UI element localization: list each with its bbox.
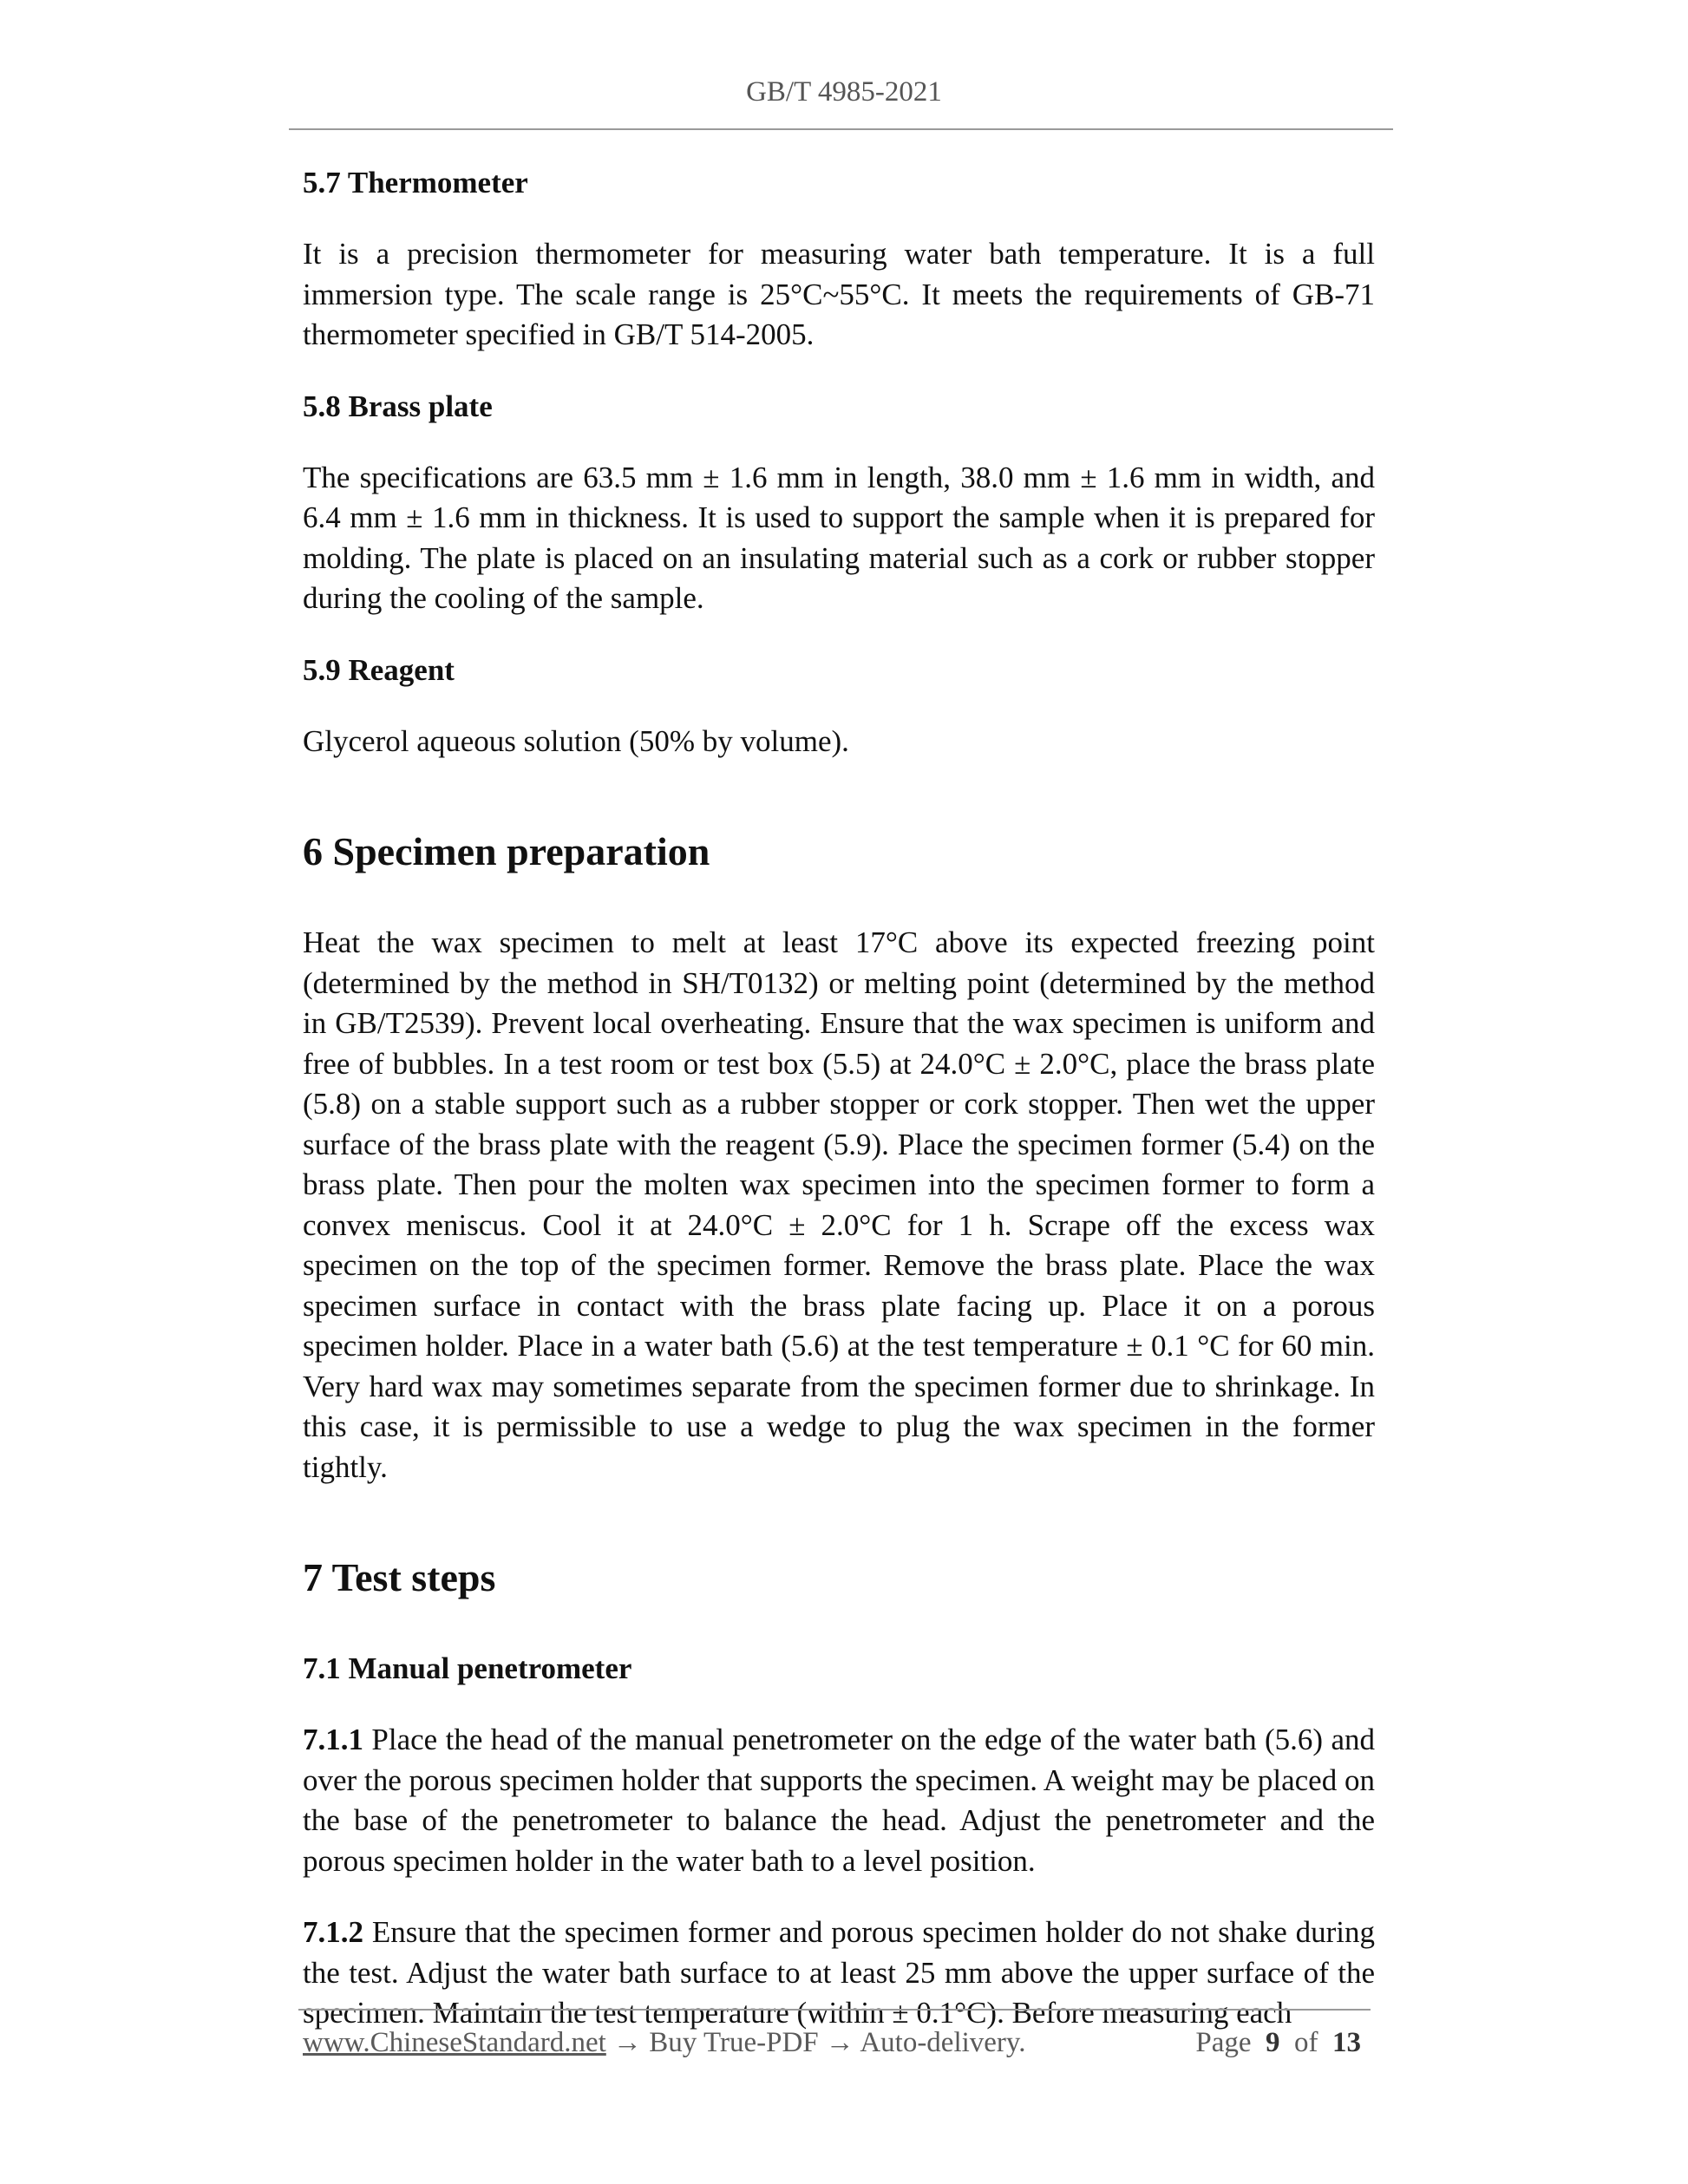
arrow-right-icon: → — [825, 2027, 854, 2058]
website-link[interactable]: www.ChineseStandard.net — [303, 2027, 606, 2058]
heading-5-9: 5.9 Reagent — [303, 652, 455, 687]
paragraph-5-9: Glycerol aqueous solution (50% by volume). — [303, 723, 849, 758]
arrow-right-icon: → — [613, 2027, 643, 2058]
clause-number-7-1-1: 7.1.1 — [303, 1723, 363, 1756]
page-of-label: of — [1294, 2027, 1318, 2058]
paragraph-7-1-1 — [303, 1720, 1375, 1881]
page-total: 13 — [1332, 2027, 1361, 2058]
heading-6: 6 Specimen preparation — [303, 829, 710, 873]
header-divider — [289, 128, 1393, 130]
heading-7: 7 Test steps — [303, 1555, 496, 1599]
buy-pdf-text: Buy True-PDF — [649, 2027, 819, 2058]
clause-text-7-1-2: Ensure that the specimen former and porous specimen holder do not shake during the test. Adjust the water bath surface to at least 25 mm above the upper surface of the specimen. Maintain the test temperature (within ± 0.1°C). Before measuring each — [303, 1915, 1375, 2030]
paragraph-5-8: The specifications are 63.5 mm ± 1.6 mm in length, 38.0 mm ± 1.6 mm in width, and 6.4 mm ± 1.6 mm in thickness. It is used to support the sample when it is prepared for molding. The plate is placed on an insulating material such as a cork or rubber stopper during the cooling of the sample. — [303, 460, 1375, 615]
page-label: Page — [1195, 2027, 1252, 2058]
heading-7-1: 7.1 Manual penetrometer — [303, 1651, 632, 1685]
paragraph-6: Heat the wax specimen to melt at least 17°C above its expected freezing point (determined by the method in SH/T0132) or melting point (determined by the method in GB/T2539). Prevent local overheating. Ensure that the wax specimen is uniform and free of bubbles. In a test room or test box (5.5) at 24.0°C ± 2.0°C, place the brass plate (5.8) on a stable support such as a rubber stopper or cork stopper. Then wet the upper surface of the brass plate with the reagent (5.9). Place the specimen former (5.4) on the brass plate. Then pour the molten wax specimen into the specimen former to form a convex meniscus. Cool it at 24.0°C ± 2.0°C for 1 h. Scrape off the excess wax specimen on the top of the specimen former. Remove the brass plate. Place the wax specimen surface in contact with the brass plate facing up. Place it on a porous specimen holder. Place in a water bath (5.6) at the test temperature ± 0.1 °C for 60 min. Very hard wax may sometimes separate from the specimen former due to shrinkage. In this case, it is permissible to use a wedge to plug the wax specimen in the former tightly. — [303, 925, 1375, 1484]
footer-divider — [298, 2009, 1371, 2011]
document-body — [303, 163, 1375, 2065]
paragraph-5-7: It is a precision thermometer for measuring water bath temperature. It is a full immersion type. The scale range is 25°C~55°C. It meets the requirements of GB-71 thermometer specified in GB/T 514-2005. — [303, 237, 1375, 351]
clause-text-7-1-1: Place the head of the manual penetrometer on the edge of the water bath (5.6) and over the porous specimen holder that supports the specimen. A weight may be placed on the base of the penetrometer to balance the head. Adjust the penetrometer and the porous specimen holder in the water bath to a level position. — [303, 1723, 1375, 1878]
page-indicator — [1195, 2027, 1361, 2059]
heading-5-8: 5.8 Brass plate — [303, 389, 493, 423]
clause-number-7-1-2: 7.1.2 — [303, 1915, 363, 1949]
footer-promo — [303, 2027, 1026, 2059]
document-header-title: GB/T 4985-2021 — [746, 76, 942, 108]
auto-delivery-text: Auto-delivery. — [860, 2027, 1026, 2058]
heading-5-7: 5.7 Thermometer — [303, 166, 528, 199]
paragraph-7-1-2 — [303, 1913, 1375, 2034]
page-number: 9 — [1266, 2027, 1280, 2058]
